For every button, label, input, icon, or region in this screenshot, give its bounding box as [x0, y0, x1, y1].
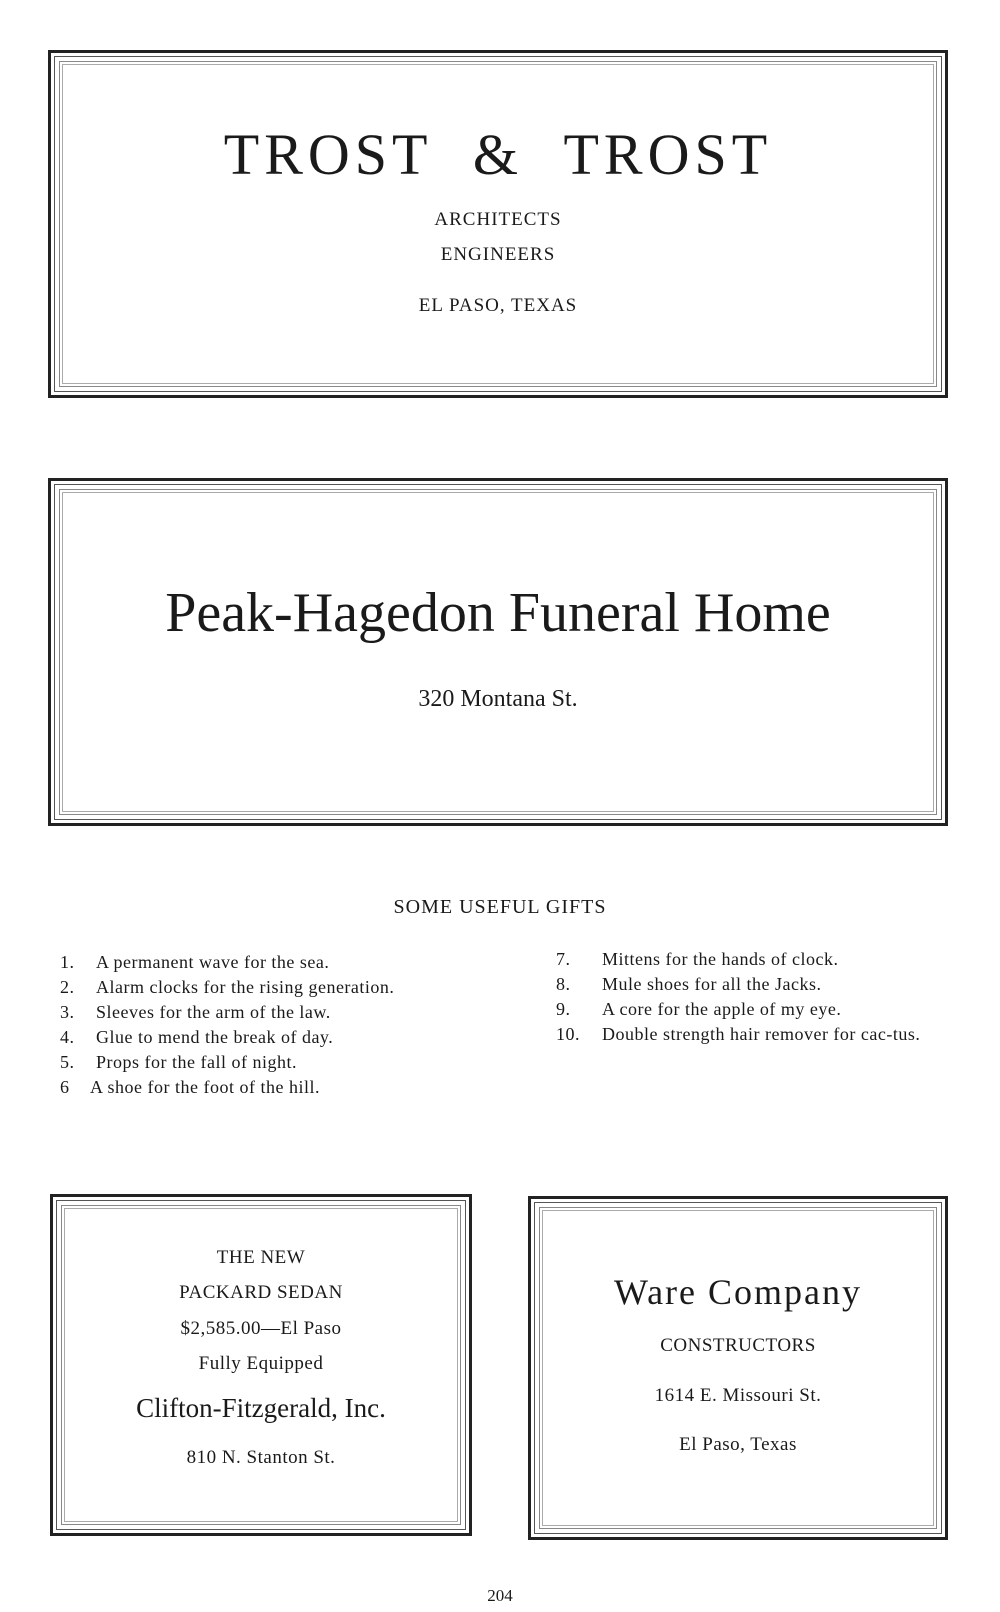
gift-list-left — [60, 950, 490, 1100]
peak-title: Peak-Hagedon Funeral Home — [165, 582, 831, 644]
gift-number: 10. — [556, 1024, 580, 1044]
gift-number: 3. — [60, 1002, 75, 1022]
trost-architects: ARCHITECTS — [434, 209, 562, 230]
packard-equipped: Fully Equipped — [198, 1353, 324, 1374]
gift-text: A shoe for the foot of the hill. — [90, 1077, 320, 1097]
list-item — [60, 950, 490, 975]
list-item — [60, 1075, 490, 1100]
packard-address: 810 N. Stanton St. — [186, 1447, 336, 1468]
packard-dealer: Clifton-Fitzgerald, Inc. — [136, 1393, 386, 1423]
gift-number: 1. — [60, 952, 75, 972]
list-item — [60, 1050, 490, 1075]
peak-address: 320 Montana St. — [418, 686, 578, 712]
gift-text: A permanent wave for the sea. — [96, 952, 330, 972]
gifts-heading: SOME USEFUL GIFTS — [393, 896, 607, 918]
gift-number: 2. — [60, 977, 75, 997]
gift-text: Alarm clocks for the rising generation. — [96, 977, 395, 997]
list-item — [60, 975, 490, 1000]
ware-location: El Paso, Texas — [679, 1434, 797, 1455]
list-item — [60, 1025, 490, 1050]
packard-ad — [50, 1194, 472, 1536]
list-item — [556, 947, 956, 972]
ware-constructors: CONSTRUCTORS — [660, 1335, 816, 1356]
gift-number: 8. — [556, 974, 571, 994]
gift-list-right — [556, 947, 956, 1072]
gift-number: 5. — [60, 1052, 75, 1072]
page-number: 204 — [487, 1586, 513, 1605]
list-item — [556, 997, 956, 1022]
gift-text: Double strength hair remover for cac-tus. — [602, 1024, 921, 1044]
list-item — [556, 1022, 956, 1072]
trost-location: EL PASO, TEXAS — [418, 295, 578, 316]
gift-text: Mittens for the hands of clock. — [602, 949, 839, 969]
trost-engineers: ENGINEERS — [440, 244, 556, 265]
gift-text: Glue to mend the break of day. — [96, 1027, 334, 1047]
ware-company-ad — [528, 1196, 948, 1540]
trost-ad — [48, 50, 948, 398]
gift-number: 4. — [60, 1027, 75, 1047]
packard-line-new: THE NEW — [216, 1247, 306, 1268]
list-item — [60, 1000, 490, 1025]
gift-text: A core for the apple of my eye. — [602, 999, 842, 1019]
list-item — [556, 972, 956, 997]
gift-text: Props for the fall of night. — [96, 1052, 297, 1072]
ware-address: 1614 E. Missouri St. — [654, 1385, 822, 1406]
packard-line-sedan: PACKARD SEDAN — [179, 1282, 343, 1303]
trost-title: TROST & TROST — [223, 122, 773, 187]
gift-number: 7. — [556, 949, 571, 969]
gift-number: 9. — [556, 999, 571, 1019]
peak-hagedon-ad — [48, 478, 948, 826]
gift-number: 6 — [60, 1077, 70, 1097]
packard-price: $2,585.00—El Paso — [180, 1318, 342, 1339]
gift-text: Sleeves for the arm of the law. — [96, 1002, 331, 1022]
ware-title: Ware Company — [613, 1272, 863, 1312]
gift-text: Mule shoes for all the Jacks. — [602, 974, 822, 994]
